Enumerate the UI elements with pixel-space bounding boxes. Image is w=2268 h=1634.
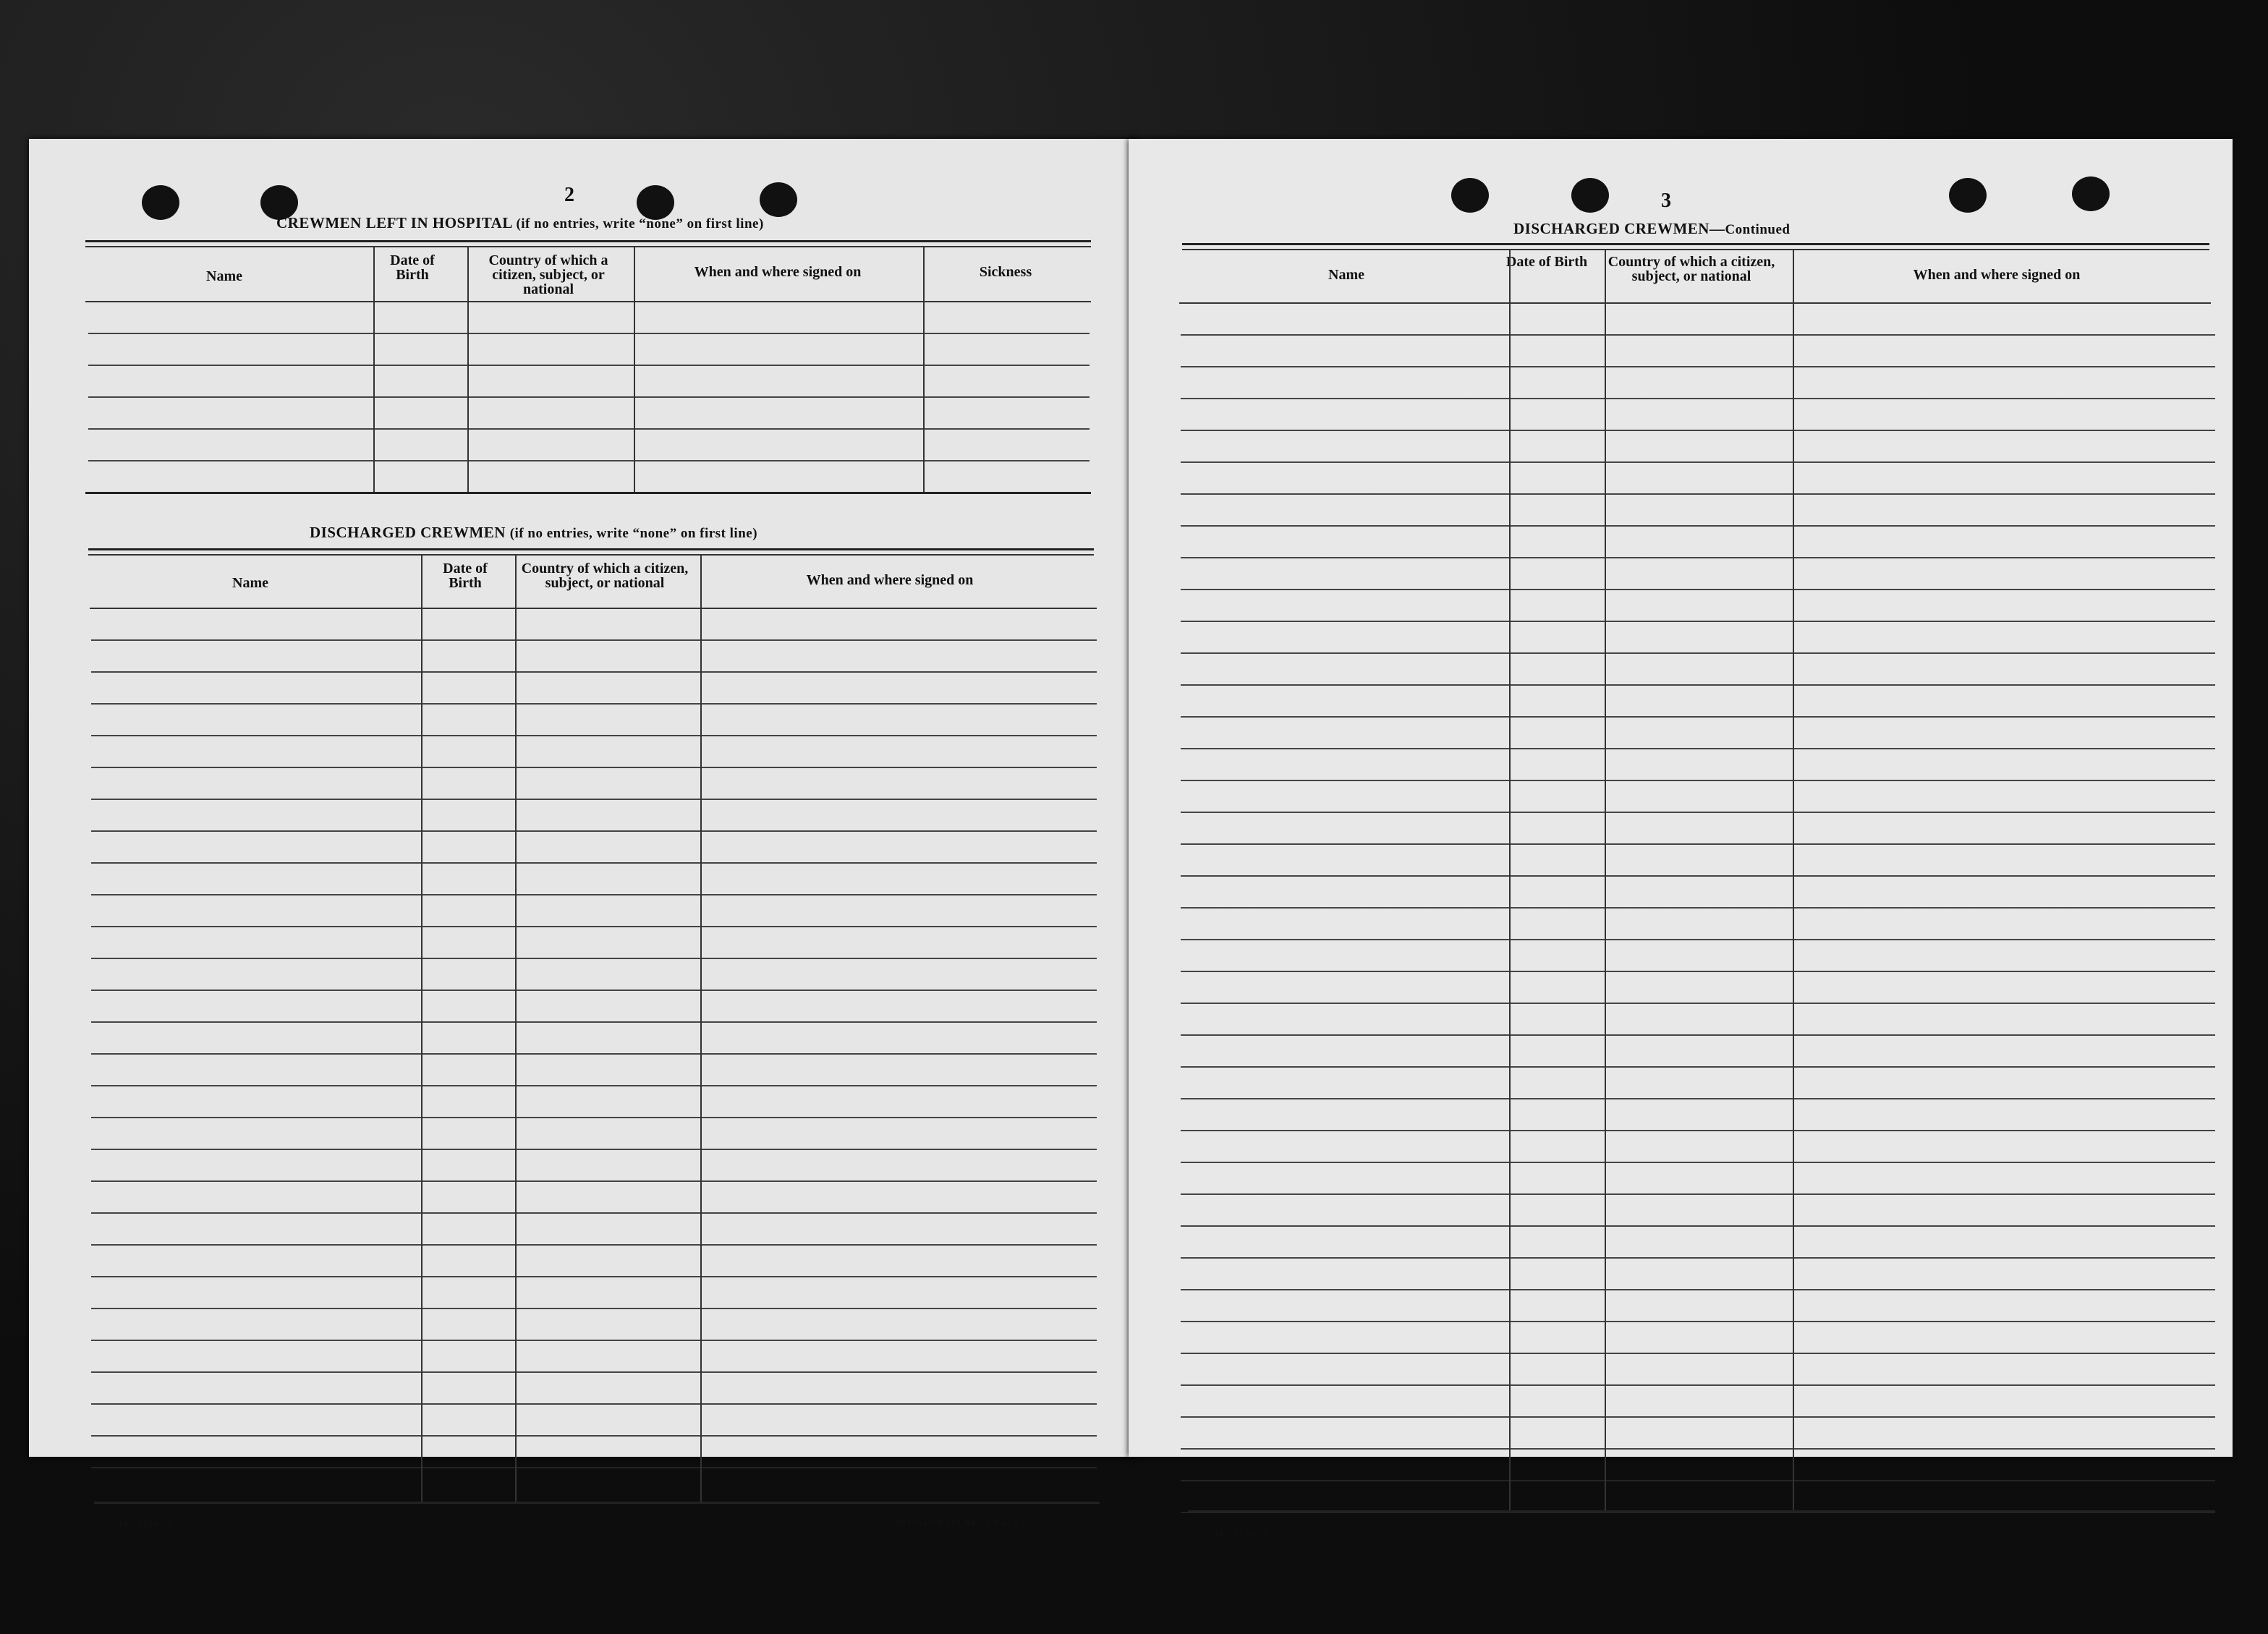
punch-hole bbox=[1451, 178, 1489, 213]
punch-hole bbox=[142, 185, 179, 220]
column-header-date-of-birth: Date of Birth bbox=[1505, 254, 1588, 270]
punch-hole bbox=[1571, 178, 1609, 213]
column-header-name: Name bbox=[206, 268, 242, 284]
table-bottom-rule bbox=[85, 492, 1091, 494]
continued-note: [CONTINUED ON NEXT PAGE] bbox=[881, 1518, 1024, 1528]
discharged-section-title: DISCHARGED CREWMEN (if no entries, write “none” on first line) bbox=[310, 524, 758, 541]
column-divider bbox=[1793, 250, 1794, 1512]
page-number: 3 bbox=[1661, 190, 1671, 212]
column-divider bbox=[373, 247, 375, 493]
discharged-continued-title: DISCHARGED CREWMEN—Continued bbox=[1513, 220, 1791, 237]
column-header-date-of-birth: Date of Birth bbox=[443, 561, 488, 591]
punch-hole bbox=[2072, 176, 2110, 211]
left-page bbox=[29, 139, 1137, 1529]
table-top-rule bbox=[88, 548, 1094, 550]
column-divider bbox=[515, 556, 517, 1503]
column-header-country: Country of which a citizen, subject, or national bbox=[488, 252, 608, 297]
column-divider bbox=[467, 247, 469, 493]
column-divider bbox=[421, 556, 422, 1503]
punch-hole bbox=[760, 182, 797, 217]
column-divider bbox=[1509, 250, 1511, 1512]
table-top-rule bbox=[1182, 243, 2209, 245]
right-page bbox=[1129, 139, 2233, 1538]
hospital-section-title: CREWMEN LEFT IN HOSPITAL (if no entries, write “none” on first line) bbox=[276, 214, 764, 231]
column-header-signed-on: When and where signed on bbox=[1913, 267, 2081, 283]
column-header-signed-on: When and where signed on bbox=[694, 264, 862, 280]
column-header-date-of-birth: Date of Birth bbox=[390, 252, 435, 283]
form-number: 16—17387-7 bbox=[1214, 1528, 1267, 1538]
column-header-name: Name bbox=[1328, 267, 1364, 283]
page-number: 2 bbox=[564, 184, 574, 206]
column-header-country: Country of which a citizen, subject, or national bbox=[1607, 254, 1775, 284]
column-divider bbox=[923, 247, 925, 493]
entry-lines bbox=[88, 302, 1090, 464]
column-header-country: Country of which a citizen, subject, or national bbox=[521, 561, 689, 591]
entry-lines bbox=[91, 609, 1097, 1468]
entry-lines bbox=[1181, 304, 2215, 1513]
punch-hole bbox=[1949, 178, 1987, 213]
column-header-signed-on: When and where signed on bbox=[806, 572, 974, 588]
table-bottom-rule bbox=[1188, 1510, 2215, 1512]
form-number: 16—17387-7 bbox=[119, 1519, 172, 1529]
table-bottom-rule bbox=[94, 1502, 1100, 1504]
table-top-rule bbox=[1182, 249, 2209, 250]
table-top-rule bbox=[88, 554, 1094, 556]
table-top-rule bbox=[85, 246, 1091, 247]
column-divider bbox=[700, 556, 702, 1503]
column-header-sickness: Sickness bbox=[979, 264, 1032, 280]
column-divider bbox=[634, 247, 635, 493]
column-divider bbox=[1605, 250, 1606, 1512]
table-top-rule bbox=[85, 240, 1091, 242]
column-header-name: Name bbox=[232, 575, 268, 591]
